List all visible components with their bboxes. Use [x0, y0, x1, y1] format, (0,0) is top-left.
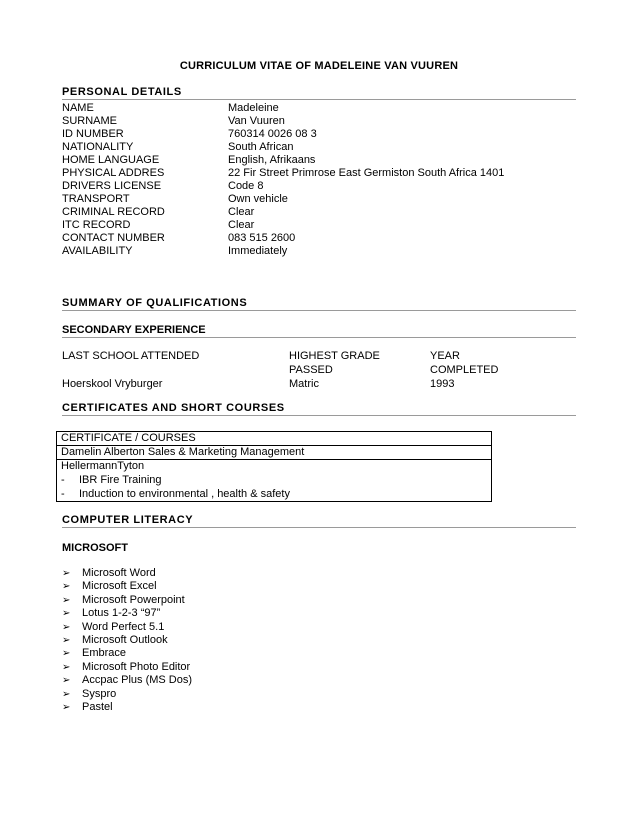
certificate-sub-item-text: Induction to environmental , health & safety	[79, 488, 290, 500]
row-value: English, Afrikaans	[228, 154, 316, 166]
arrow-bullet-icon: ➢	[62, 701, 71, 713]
year-column-header-line1: YEAR	[430, 350, 460, 362]
row-label: NAME	[62, 102, 94, 114]
grade-value: Matric	[289, 378, 319, 390]
arrow-bullet-icon: ➢	[62, 594, 71, 606]
row-value: Immediately	[228, 245, 288, 257]
computer-literacy-heading: COMPUTER LITERACY	[62, 514, 576, 528]
arrow-bullet-icon: ➢	[62, 581, 71, 593]
arrow-bullet-icon: ➢	[62, 675, 71, 687]
row-label: CRIMINAL RECORD	[62, 206, 165, 218]
school-value: Hoerskool Vryburger	[62, 378, 163, 390]
row-label: DRIVERS LICENSE	[62, 180, 162, 192]
row-value: Code 8	[228, 180, 264, 192]
row-label: NATIONALITY	[62, 141, 134, 153]
row-label: SURNAME	[62, 115, 118, 127]
arrow-bullet-icon: ➢	[62, 608, 71, 620]
grade-column-header-line1: HIGHEST GRADE	[289, 350, 380, 362]
row-value: South African	[228, 141, 294, 153]
row-value: Own vehicle	[228, 193, 288, 205]
row-value: Van Vuuren	[228, 115, 285, 127]
row-label: TRANSPORT	[62, 193, 130, 205]
year-column-header-line2: COMPLETED	[430, 364, 499, 376]
dash-glyph: -	[61, 488, 65, 500]
row-value: Clear	[228, 206, 255, 218]
arrow-bullet-icon: ➢	[62, 688, 71, 700]
year-value: 1993	[430, 378, 455, 390]
dash-glyph: -	[61, 474, 65, 486]
arrow-bullet-icon: ➢	[62, 621, 71, 633]
arrow-bullet-icon: ➢	[62, 661, 71, 673]
document-title: CURRICULUM VITAE OF MADELEINE VAN VUUREN	[179, 60, 459, 72]
school-column-header: LAST SCHOOL ATTENDED	[62, 350, 200, 362]
grade-column-header-line2: PASSED	[289, 364, 333, 376]
arrow-bullet-icon: ➢	[62, 568, 71, 579]
row-label: ID NUMBER	[62, 128, 124, 140]
certificates-table	[56, 431, 492, 502]
row-value: 22 Fir Street Primrose East Germiston South Africa 1401	[228, 167, 505, 179]
row-value: 083 515 2600	[228, 232, 296, 244]
qualifications-heading: SUMMARY OF QUALIFICATIONS	[62, 297, 576, 311]
cv-page: CURRICULUM VITAE OF MADELEINE VAN VUUREN PERSONAL DETAILS NAME Madeleine SURNAME Van Vuuren ID NUMBER 760314 0026 08 3 NATIONALITY South African HOME LANGUAGE English, Afrikaans PHYSICAL ADDRES 22 Fir Street Primrose East Germiston South Africa 1401 DRIVERS LICENSE Code 8 TRANSPORT Own vehicle CRIMINAL RECORD Clear ITC RECORD Clear CONTACT NUMBER 083 515 2600 AVAILABILITY Immediately SUMMARY OF QUALIFICATIONS SECONDARY EXPERIENCE LAST SCHOOL ATTENDED HIGHEST GRADE PASSED YEAR COMPLETED Hoerskool Vryburger Matric 1993 CERTIFICATES AND SHORT COURSES CERTIFICATE / COURSES Damelin Alberton Sales & Marketing Management HellermannTyton - IBR Fire Training - Induction to environmental , health & safety COMPUTER LITERACY MICROSOFT ➢ Microsoft Word ➢ Microsoft Excel ➢ Microsoft Powerpoint ➢ Lotus 1-2-3 “97” ➢ Word Perfect 5.1 ➢ Microsoft Outlook ➢ Embrace ➢ Microsoft Photo Editor ➢ Accpac Plus (MS Dos) ➢ Syspro ➢ Pastel	[0, 0, 638, 826]
certificate-sub-item-text: IBR Fire Training	[79, 474, 162, 486]
row-label: HOME LANGUAGE	[62, 154, 160, 166]
arrow-bullet-icon: ➢	[62, 648, 71, 660]
microsoft-heading: MICROSOFT	[62, 542, 128, 554]
arrow-bullet-icon: ➢	[62, 634, 71, 646]
certificate-row: Damelin Alberton Sales & Marketing Management	[61, 446, 305, 458]
personal-details-heading: PERSONAL DETAILS	[62, 86, 576, 100]
row-label: AVAILABILITY	[62, 245, 133, 257]
row-value: 760314 0026 08 3	[228, 128, 317, 140]
certificates-heading: CERTIFICATES AND SHORT COURSES	[62, 402, 576, 416]
row-label: PHYSICAL ADDRES	[62, 167, 165, 179]
certificates-table-header: CERTIFICATE / COURSES	[61, 432, 196, 444]
row-label: ITC RECORD	[62, 219, 131, 231]
row-value: Madeleine	[228, 102, 279, 114]
row-value: Clear	[228, 219, 255, 231]
row-label: CONTACT NUMBER	[62, 232, 165, 244]
secondary-experience-heading: SECONDARY EXPERIENCE	[62, 324, 576, 338]
certificate-row: HellermannTyton	[61, 460, 145, 472]
